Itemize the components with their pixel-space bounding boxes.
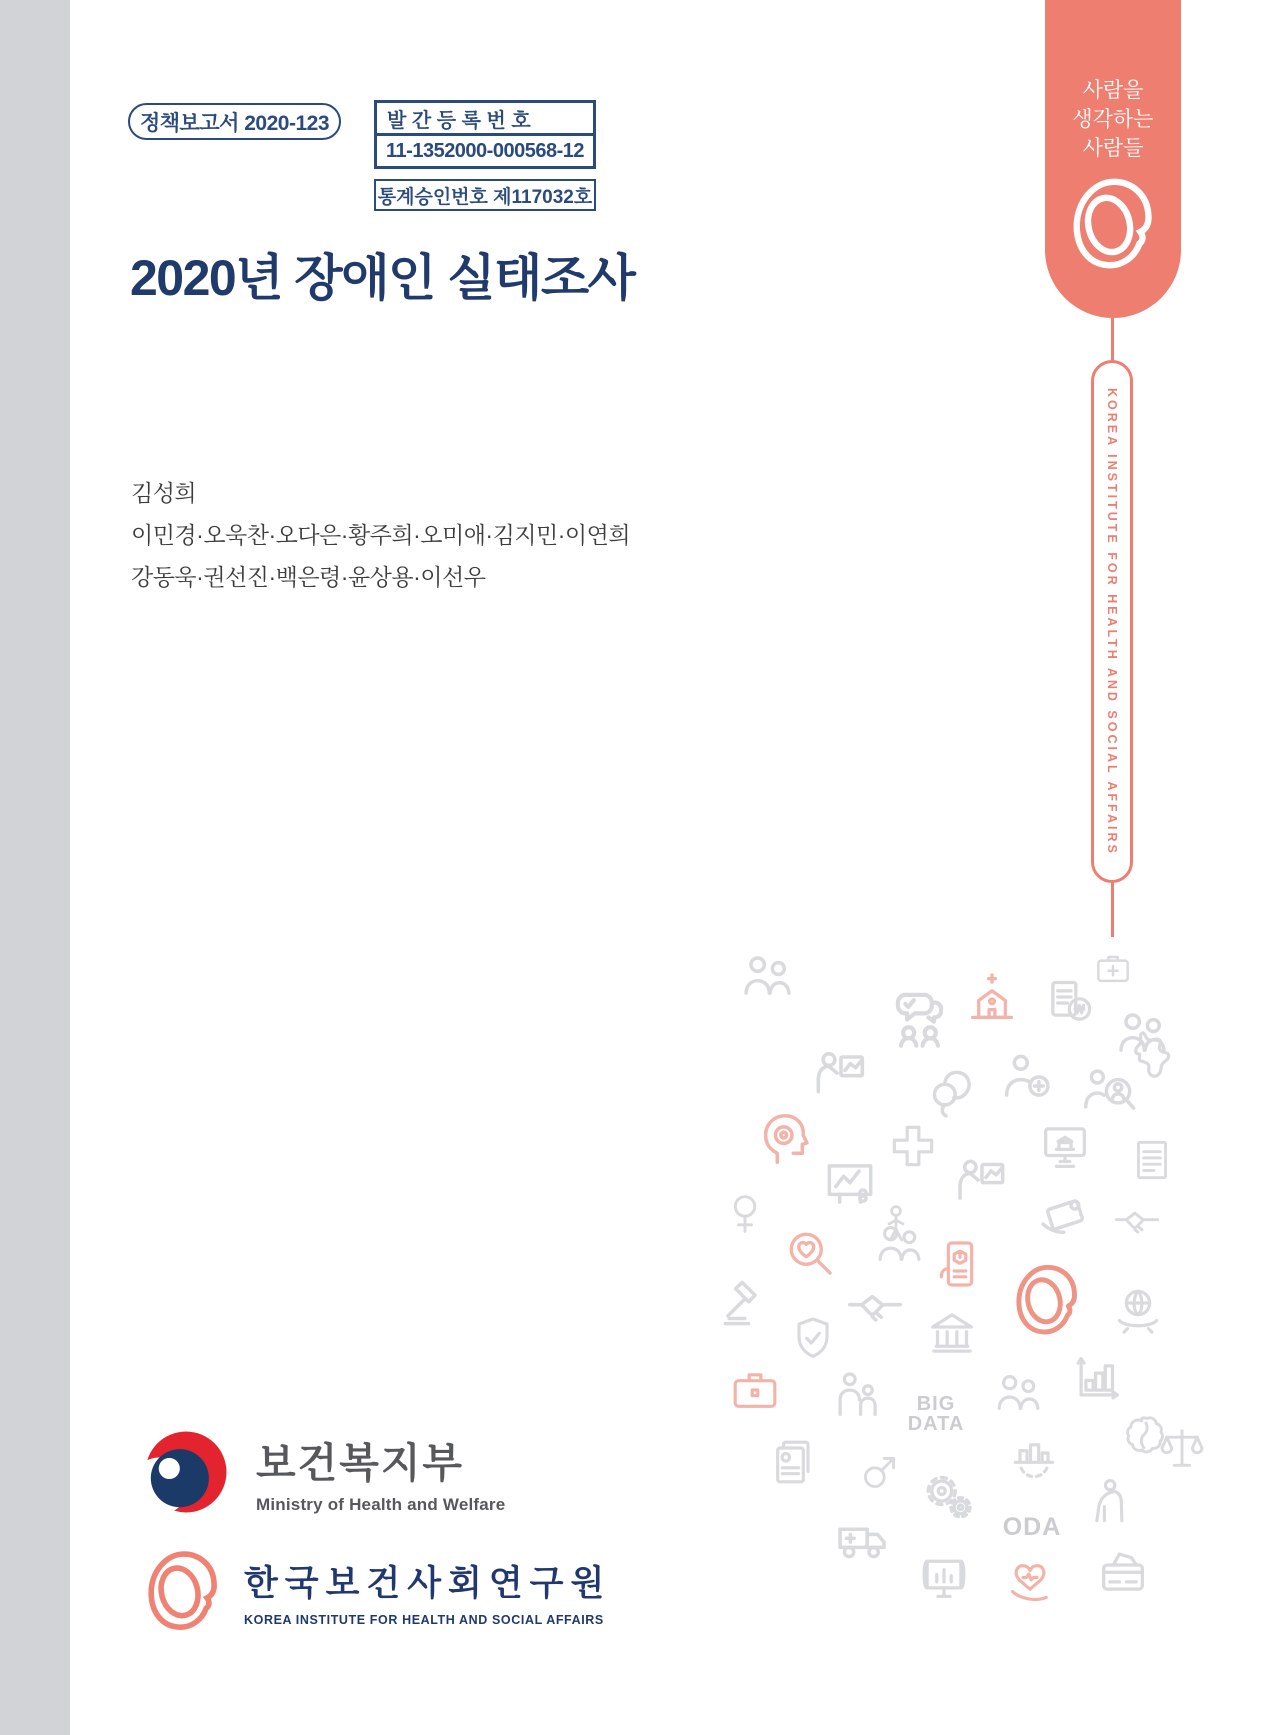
briefcase-icon xyxy=(727,1362,783,1418)
female-icon xyxy=(719,1188,771,1240)
gears-icon xyxy=(918,1466,978,1526)
collage-text-oda: ODA xyxy=(1002,1513,1062,1541)
slogan-line-1: 사람을 xyxy=(1082,79,1144,102)
kihasa-name: 한국보건사회연구원 xyxy=(244,1563,612,1603)
medkit-icon xyxy=(1091,946,1135,990)
brand-slogan xyxy=(1045,76,1181,163)
publication-registration-label: 발 간 등 록 번 호 xyxy=(374,100,596,136)
banner-connector-line xyxy=(1111,318,1114,362)
gavel-icon xyxy=(715,1272,777,1334)
docwon-icon xyxy=(1042,974,1100,1032)
people-icon xyxy=(737,944,799,1006)
people-icon xyxy=(991,1364,1047,1420)
globehands-icon xyxy=(1110,1282,1166,1338)
kihasa-face-logo-icon xyxy=(140,1542,226,1640)
people-icon xyxy=(872,1215,928,1271)
author-line-2: 이민경·오욱찬·오다은·황주희·오미애·김지민·이연희 xyxy=(131,522,631,548)
brain-icon xyxy=(1120,1411,1172,1463)
page-title: 2020년 장애인 실태조사 xyxy=(130,250,635,306)
phonebox-icon xyxy=(932,1236,988,1292)
card-icon xyxy=(1094,1542,1152,1600)
oldman-icon xyxy=(1081,1474,1137,1530)
publication-registration-number: 11-1352000-000568-12 xyxy=(374,133,596,169)
church-icon xyxy=(963,969,1021,1027)
handheart-icon xyxy=(1002,1553,1058,1609)
presenter-icon xyxy=(951,1149,1013,1211)
kihasa-face-icon xyxy=(1045,175,1181,278)
presenter-icon xyxy=(809,1041,873,1105)
doctorplus-icon xyxy=(995,1046,1057,1108)
author-line-1: 김성희 xyxy=(131,480,197,506)
monitorchart-icon xyxy=(915,1548,973,1606)
publication-registration-box xyxy=(374,100,596,211)
mohw-logo xyxy=(142,1428,505,1516)
mohw-subtitle: Ministry of Health and Welfare xyxy=(256,1494,506,1514)
handshake-icon xyxy=(1111,1198,1163,1250)
scales-icon xyxy=(1156,1422,1208,1474)
peoplemag-icon xyxy=(1078,1059,1140,1121)
family-icon xyxy=(828,1366,886,1424)
handdevice-icon xyxy=(1034,1184,1096,1246)
slogan-line-3: 사람들 xyxy=(1082,137,1144,160)
slogan-line-2: 생각하는 xyxy=(1072,108,1154,131)
taegeuk-icon xyxy=(142,1428,230,1516)
handshake-icon xyxy=(843,1278,907,1342)
brand-banner xyxy=(1045,0,1181,318)
ambulance-icon xyxy=(831,1506,893,1568)
author-list xyxy=(131,472,630,598)
koreamap-icon xyxy=(1122,1027,1178,1083)
shieldglobe-icon xyxy=(785,1312,841,1368)
bank-icon xyxy=(923,1304,981,1362)
author-line-3: 강동욱·권선진·백은령·윤상용·이선우 xyxy=(131,564,486,590)
chartboard-icon xyxy=(819,1153,881,1215)
collage-text-big: BIG xyxy=(916,1393,956,1415)
left-gray-strip xyxy=(0,0,70,1735)
kihasa-subtitle: KOREA INSTITUTE FOR HEALTH AND SOCIAL AFFAIRS xyxy=(244,1612,604,1627)
magheart-icon xyxy=(780,1223,840,1283)
doc-icon xyxy=(1127,1135,1177,1185)
report-number-text: 정책보고서 2020-123 xyxy=(139,111,329,135)
kihasa-logo xyxy=(140,1542,611,1640)
male-icon xyxy=(854,1448,904,1498)
cross-icon xyxy=(885,1118,941,1174)
speech-icon xyxy=(884,981,958,1055)
fetus-icon xyxy=(919,1061,981,1123)
kfacesmall-icon xyxy=(1009,1262,1085,1338)
capsule-connector-line xyxy=(1111,881,1114,937)
mohw-name: 보건복지부 xyxy=(256,1439,465,1486)
citygear-icon xyxy=(1006,1432,1062,1488)
report-number-pill xyxy=(128,103,341,140)
statistics-approval-number: 통계승인번호 제117032호 xyxy=(374,179,596,211)
resume-icon xyxy=(766,1434,822,1490)
persontree-icon xyxy=(872,1200,920,1248)
chart3d-icon xyxy=(1069,1349,1127,1407)
institute-vertical-capsule xyxy=(1091,360,1133,883)
headgear-icon xyxy=(754,1108,816,1170)
collage-text-data: DATA xyxy=(907,1413,965,1435)
monitorbank-icon xyxy=(1036,1118,1094,1176)
institute-vertical-text: KOREA INSTITUTE FOR HEALTH AND SOCIAL AFFAIRS xyxy=(1105,387,1119,856)
people-icon xyxy=(1112,1001,1174,1063)
